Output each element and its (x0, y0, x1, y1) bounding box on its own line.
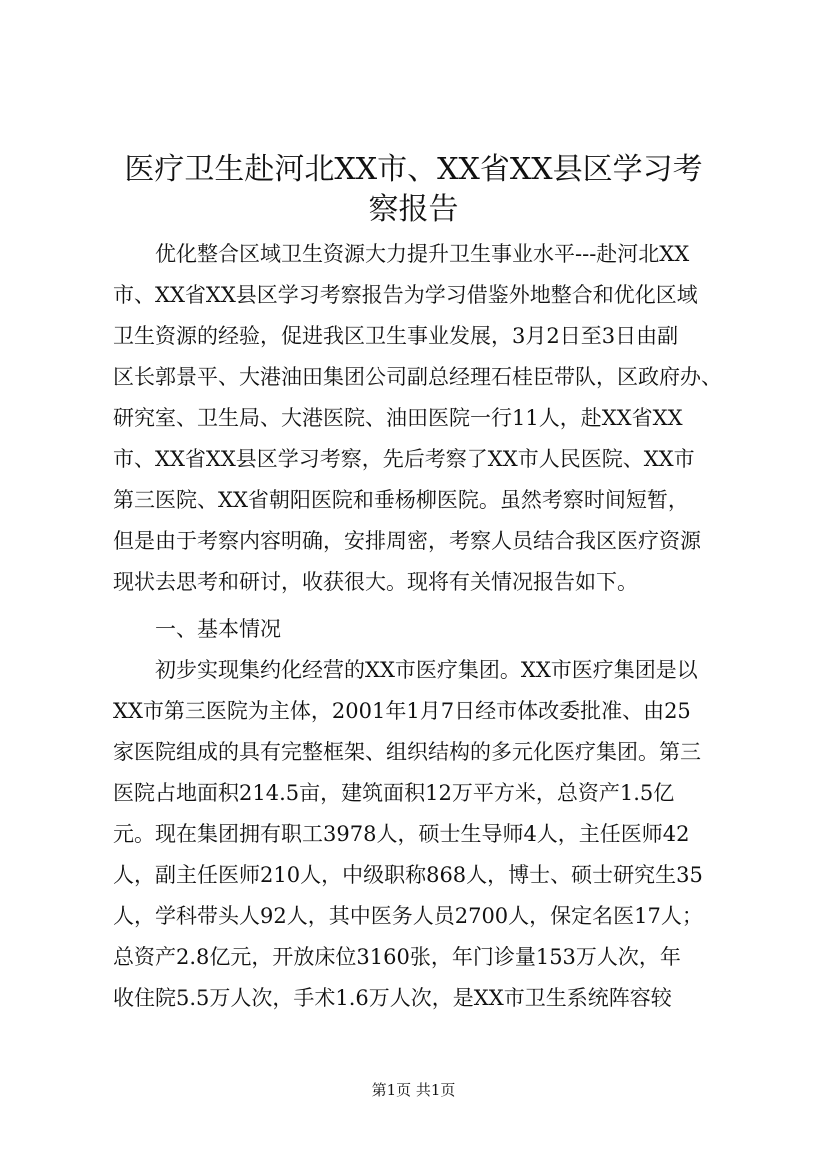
body-line: 收住院5.5万人次，手术1.6万人次，是XX市卫生系统阵容较 (113, 986, 672, 1010)
body-line: 现状去思考和研讨，收获很大。现将有关情况报告如下。 (113, 570, 638, 594)
section-heading: 一、基本情况 (113, 617, 281, 641)
body-line: 医院占地面积214.5亩，建筑面积12万平方米，总资产1.5亿 (113, 781, 675, 805)
body-line: 市、XX省XX县区学习考察，先后考察了XX市人民医院、XX市 (113, 447, 695, 471)
body-line: 初步实现集约化经营的XX市医疗集团。XX市医疗集团是以 (113, 658, 698, 682)
body-line: XX市第三医院为主体，2001年1月7日经市体改委批准、由25 (113, 699, 691, 723)
body-line: 元。现在集团拥有职工3978人，硕士生导师4人，主任医师42 (113, 822, 690, 846)
body-line: 但是由于考察内容明确，安排周密，考察人员结合我区医疗资源 (113, 529, 701, 553)
body-line: 总资产2.8亿元，开放床位3160张，年门诊量153万人次，年 (113, 945, 681, 969)
body-line: 家医院组成的具有完整框架、组织结构的多元化医疗集团。第三 (113, 740, 701, 764)
page-footer: 第1页 共1页 (371, 1081, 456, 1099)
body-line: 市、XX省XX县区学习考察报告为学习借鉴外地整合和优化区域 (113, 283, 698, 307)
body-line: 研究室、卫生局、大港医院、油田医院一行11人，赴XX省XX (113, 406, 683, 430)
document-title-line-1: 医疗卫生赴河北XX市、XX省XX县区学习考 (124, 152, 703, 187)
body-line: 第三医院、XX省朝阳医院和垂杨柳医院。虽然考察时间短暂， (113, 488, 689, 512)
body-line: 人，副主任医师210人，中级职称868人，博士、硕士研究生35 (113, 863, 703, 887)
body-line: 优化整合区域卫生资源大力提升卫生事业水平---赴河北XX (113, 242, 690, 266)
body-line: 卫生资源的经验，促进我区卫生事业发展，3月2日至3日由副 (113, 324, 679, 348)
body-line: 人，学科带头人92人，其中医务人员2700人，保定名医17人； (113, 904, 703, 928)
body-line: 区长郭景平、大港油田集团公司副总经理石桂臣带队，区政府办、 (113, 365, 722, 389)
document-title-line-2: 察报告 (368, 192, 459, 227)
